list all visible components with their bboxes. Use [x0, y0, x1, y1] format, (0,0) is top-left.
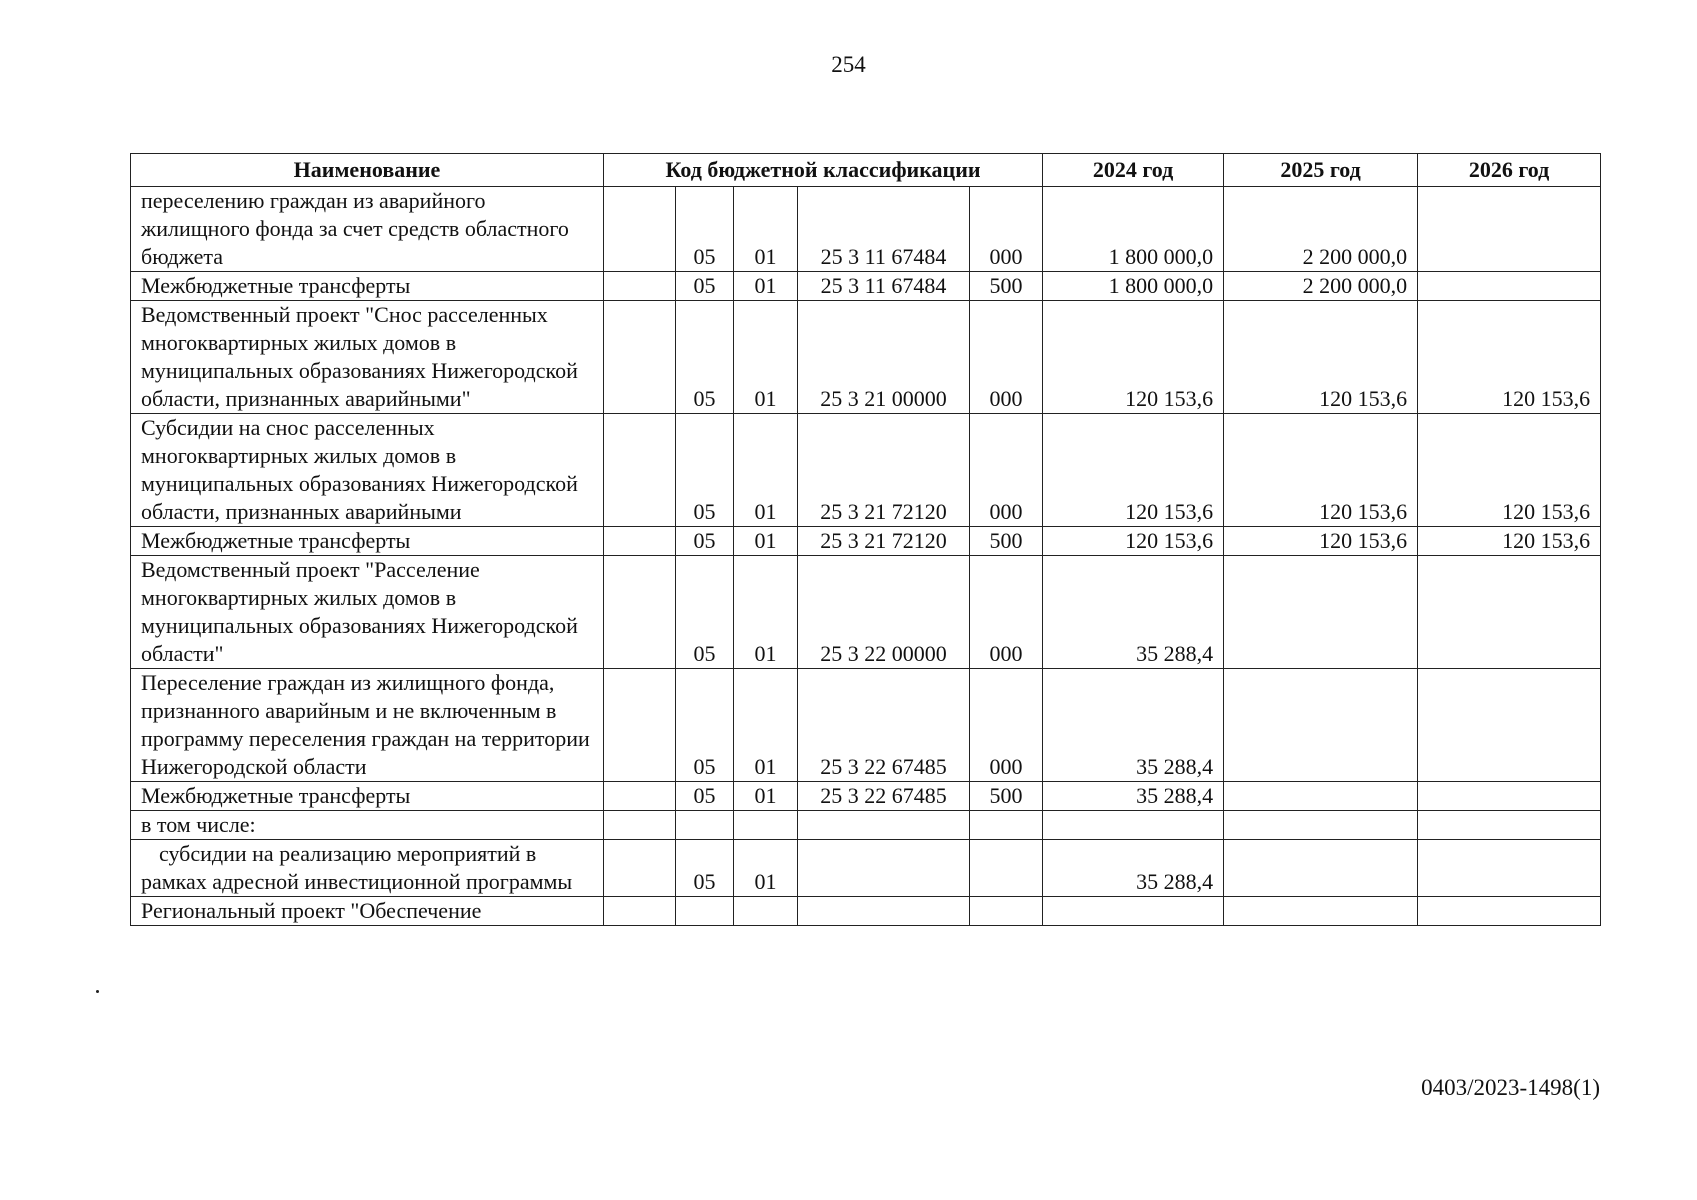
cell-section: 05 [676, 782, 734, 811]
cell-expense-type: 000 [970, 414, 1043, 527]
cell-2025: 120 153,6 [1224, 527, 1418, 556]
cell-section: 05 [676, 556, 734, 669]
cell-name: Ведомственный проект "Расселение многоквартирных жилых домов в муниципальных образованиях Нижегородской области" [131, 556, 604, 669]
cell-subsection: 01 [734, 272, 798, 301]
cell-target-article: 25 3 11 67484 [798, 272, 970, 301]
cell-2026 [1418, 669, 1601, 782]
cell-name: Субсидии на снос расселенных многоквартирных жилых домов в муниципальных образованиях Нижегородской области, признанных аварийными [131, 414, 604, 527]
cell-2025: 2 200 000,0 [1224, 272, 1418, 301]
cell-2025 [1224, 897, 1418, 926]
cell-2025 [1224, 669, 1418, 782]
cell-expense-type: 500 [970, 782, 1043, 811]
cell-expense-type [970, 840, 1043, 897]
cell-expense-type: 000 [970, 301, 1043, 414]
cell-2024: 1 800 000,0 [1043, 187, 1224, 272]
cell-name: субсидии на реализацию мероприятий в рамках адресной инвестиционной программы [131, 840, 604, 897]
cell-section: 05 [676, 527, 734, 556]
cell-2024: 35 288,4 [1043, 669, 1224, 782]
table-body [131, 187, 1601, 926]
document-code: 0403/2023-1498(1) [1421, 1075, 1600, 1100]
cell-2026 [1418, 897, 1601, 926]
cell-subsection: 01 [734, 414, 798, 527]
cell-2026 [1418, 272, 1601, 301]
cell-2025: 120 153,6 [1224, 301, 1418, 414]
cell-section: 05 [676, 272, 734, 301]
cell-name: переселению граждан из аварийного жилищного фонда за счет средств областного бюджета [131, 187, 604, 272]
cell-2025 [1224, 556, 1418, 669]
cell-2026: 120 153,6 [1418, 301, 1601, 414]
cell-name: Региональный проект "Обеспечение [131, 897, 604, 926]
cell-subsection: 01 [734, 782, 798, 811]
cell-name: Межбюджетные трансферты [131, 527, 604, 556]
cell-2025 [1224, 782, 1418, 811]
cell-target-article: 25 3 22 67485 [798, 782, 970, 811]
header-name: Наименование [131, 154, 604, 187]
cell-target-article: 25 3 21 72120 [798, 414, 970, 527]
cell-2025: 2 200 000,0 [1224, 187, 1418, 272]
cell-blank [604, 187, 676, 272]
cell-2024 [1043, 897, 1224, 926]
header-2024: 2024 год [1043, 154, 1224, 187]
cell-section: 05 [676, 187, 734, 272]
table-row [131, 840, 1601, 897]
cell-section: 05 [676, 669, 734, 782]
cell-2024: 120 153,6 [1043, 301, 1224, 414]
cell-target-article [798, 897, 970, 926]
table-row [131, 811, 1601, 840]
cell-2024 [1043, 811, 1224, 840]
header-2025: 2025 год [1224, 154, 1418, 187]
cell-target-article [798, 840, 970, 897]
cell-subsection [734, 897, 798, 926]
cell-expense-type: 000 [970, 187, 1043, 272]
cell-2024: 35 288,4 [1043, 556, 1224, 669]
cell-2024: 120 153,6 [1043, 527, 1224, 556]
cell-expense-type: 000 [970, 556, 1043, 669]
cell-blank [604, 669, 676, 782]
cell-target-article: 25 3 11 67484 [798, 187, 970, 272]
cell-name: Ведомственный проект "Снос расселенных многоквартирных жилых домов в муниципальных образованиях Нижегородской области, признанных аварийными" [131, 301, 604, 414]
cell-blank [604, 556, 676, 669]
cell-2025 [1224, 840, 1418, 897]
cell-section: 05 [676, 840, 734, 897]
cell-expense-type: 500 [970, 272, 1043, 301]
cell-name: в том числе: [131, 811, 604, 840]
stray-mark [96, 990, 99, 993]
cell-blank [604, 301, 676, 414]
cell-blank [604, 782, 676, 811]
cell-name: Межбюджетные трансферты [131, 782, 604, 811]
table-row [131, 527, 1601, 556]
cell-subsection [734, 811, 798, 840]
cell-2025 [1224, 811, 1418, 840]
header-budget-code: Код бюджетной классификации [604, 154, 1043, 187]
cell-target-article: 25 3 22 00000 [798, 556, 970, 669]
cell-section: 05 [676, 301, 734, 414]
cell-subsection: 01 [734, 556, 798, 669]
cell-subsection: 01 [734, 669, 798, 782]
cell-blank [604, 527, 676, 556]
cell-2026 [1418, 556, 1601, 669]
cell-target-article [798, 811, 970, 840]
cell-section [676, 811, 734, 840]
cell-2026 [1418, 187, 1601, 272]
cell-2026: 120 153,6 [1418, 414, 1601, 527]
cell-2025: 120 153,6 [1224, 414, 1418, 527]
cell-target-article: 25 3 21 72120 [798, 527, 970, 556]
header-2026: 2026 год [1418, 154, 1601, 187]
cell-2026 [1418, 840, 1601, 897]
cell-blank [604, 272, 676, 301]
cell-subsection: 01 [734, 187, 798, 272]
page-number: 254 [831, 52, 866, 77]
table-row [131, 669, 1601, 782]
cell-target-article: 25 3 21 00000 [798, 301, 970, 414]
cell-name: Межбюджетные трансферты [131, 272, 604, 301]
cell-2026 [1418, 811, 1601, 840]
cell-expense-type: 500 [970, 527, 1043, 556]
cell-2026 [1418, 782, 1601, 811]
cell-2024: 120 153,6 [1043, 414, 1224, 527]
cell-2024: 35 288,4 [1043, 840, 1224, 897]
cell-2026: 120 153,6 [1418, 527, 1601, 556]
cell-section: 05 [676, 414, 734, 527]
table-row [131, 897, 1601, 926]
cell-target-article: 25 3 22 67485 [798, 669, 970, 782]
cell-subsection: 01 [734, 840, 798, 897]
table-row [131, 272, 1601, 301]
cell-expense-type [970, 897, 1043, 926]
cell-subsection: 01 [734, 527, 798, 556]
table-row [131, 782, 1601, 811]
cell-blank [604, 897, 676, 926]
cell-2024: 1 800 000,0 [1043, 272, 1224, 301]
table-row [131, 187, 1601, 272]
cell-2024: 35 288,4 [1043, 782, 1224, 811]
table-row [131, 414, 1601, 527]
cell-expense-type [970, 811, 1043, 840]
cell-section [676, 897, 734, 926]
cell-blank [604, 840, 676, 897]
cell-blank [604, 811, 676, 840]
budget-table [130, 153, 1601, 926]
cell-subsection: 01 [734, 301, 798, 414]
table-header-row [131, 154, 1601, 187]
cell-expense-type: 000 [970, 669, 1043, 782]
cell-name: Переселение граждан из жилищного фонда, признанного аварийным и не включенным в программу переселения граждан на территории Нижегородской области [131, 669, 604, 782]
cell-blank [604, 414, 676, 527]
table-row [131, 301, 1601, 414]
table-row [131, 556, 1601, 669]
